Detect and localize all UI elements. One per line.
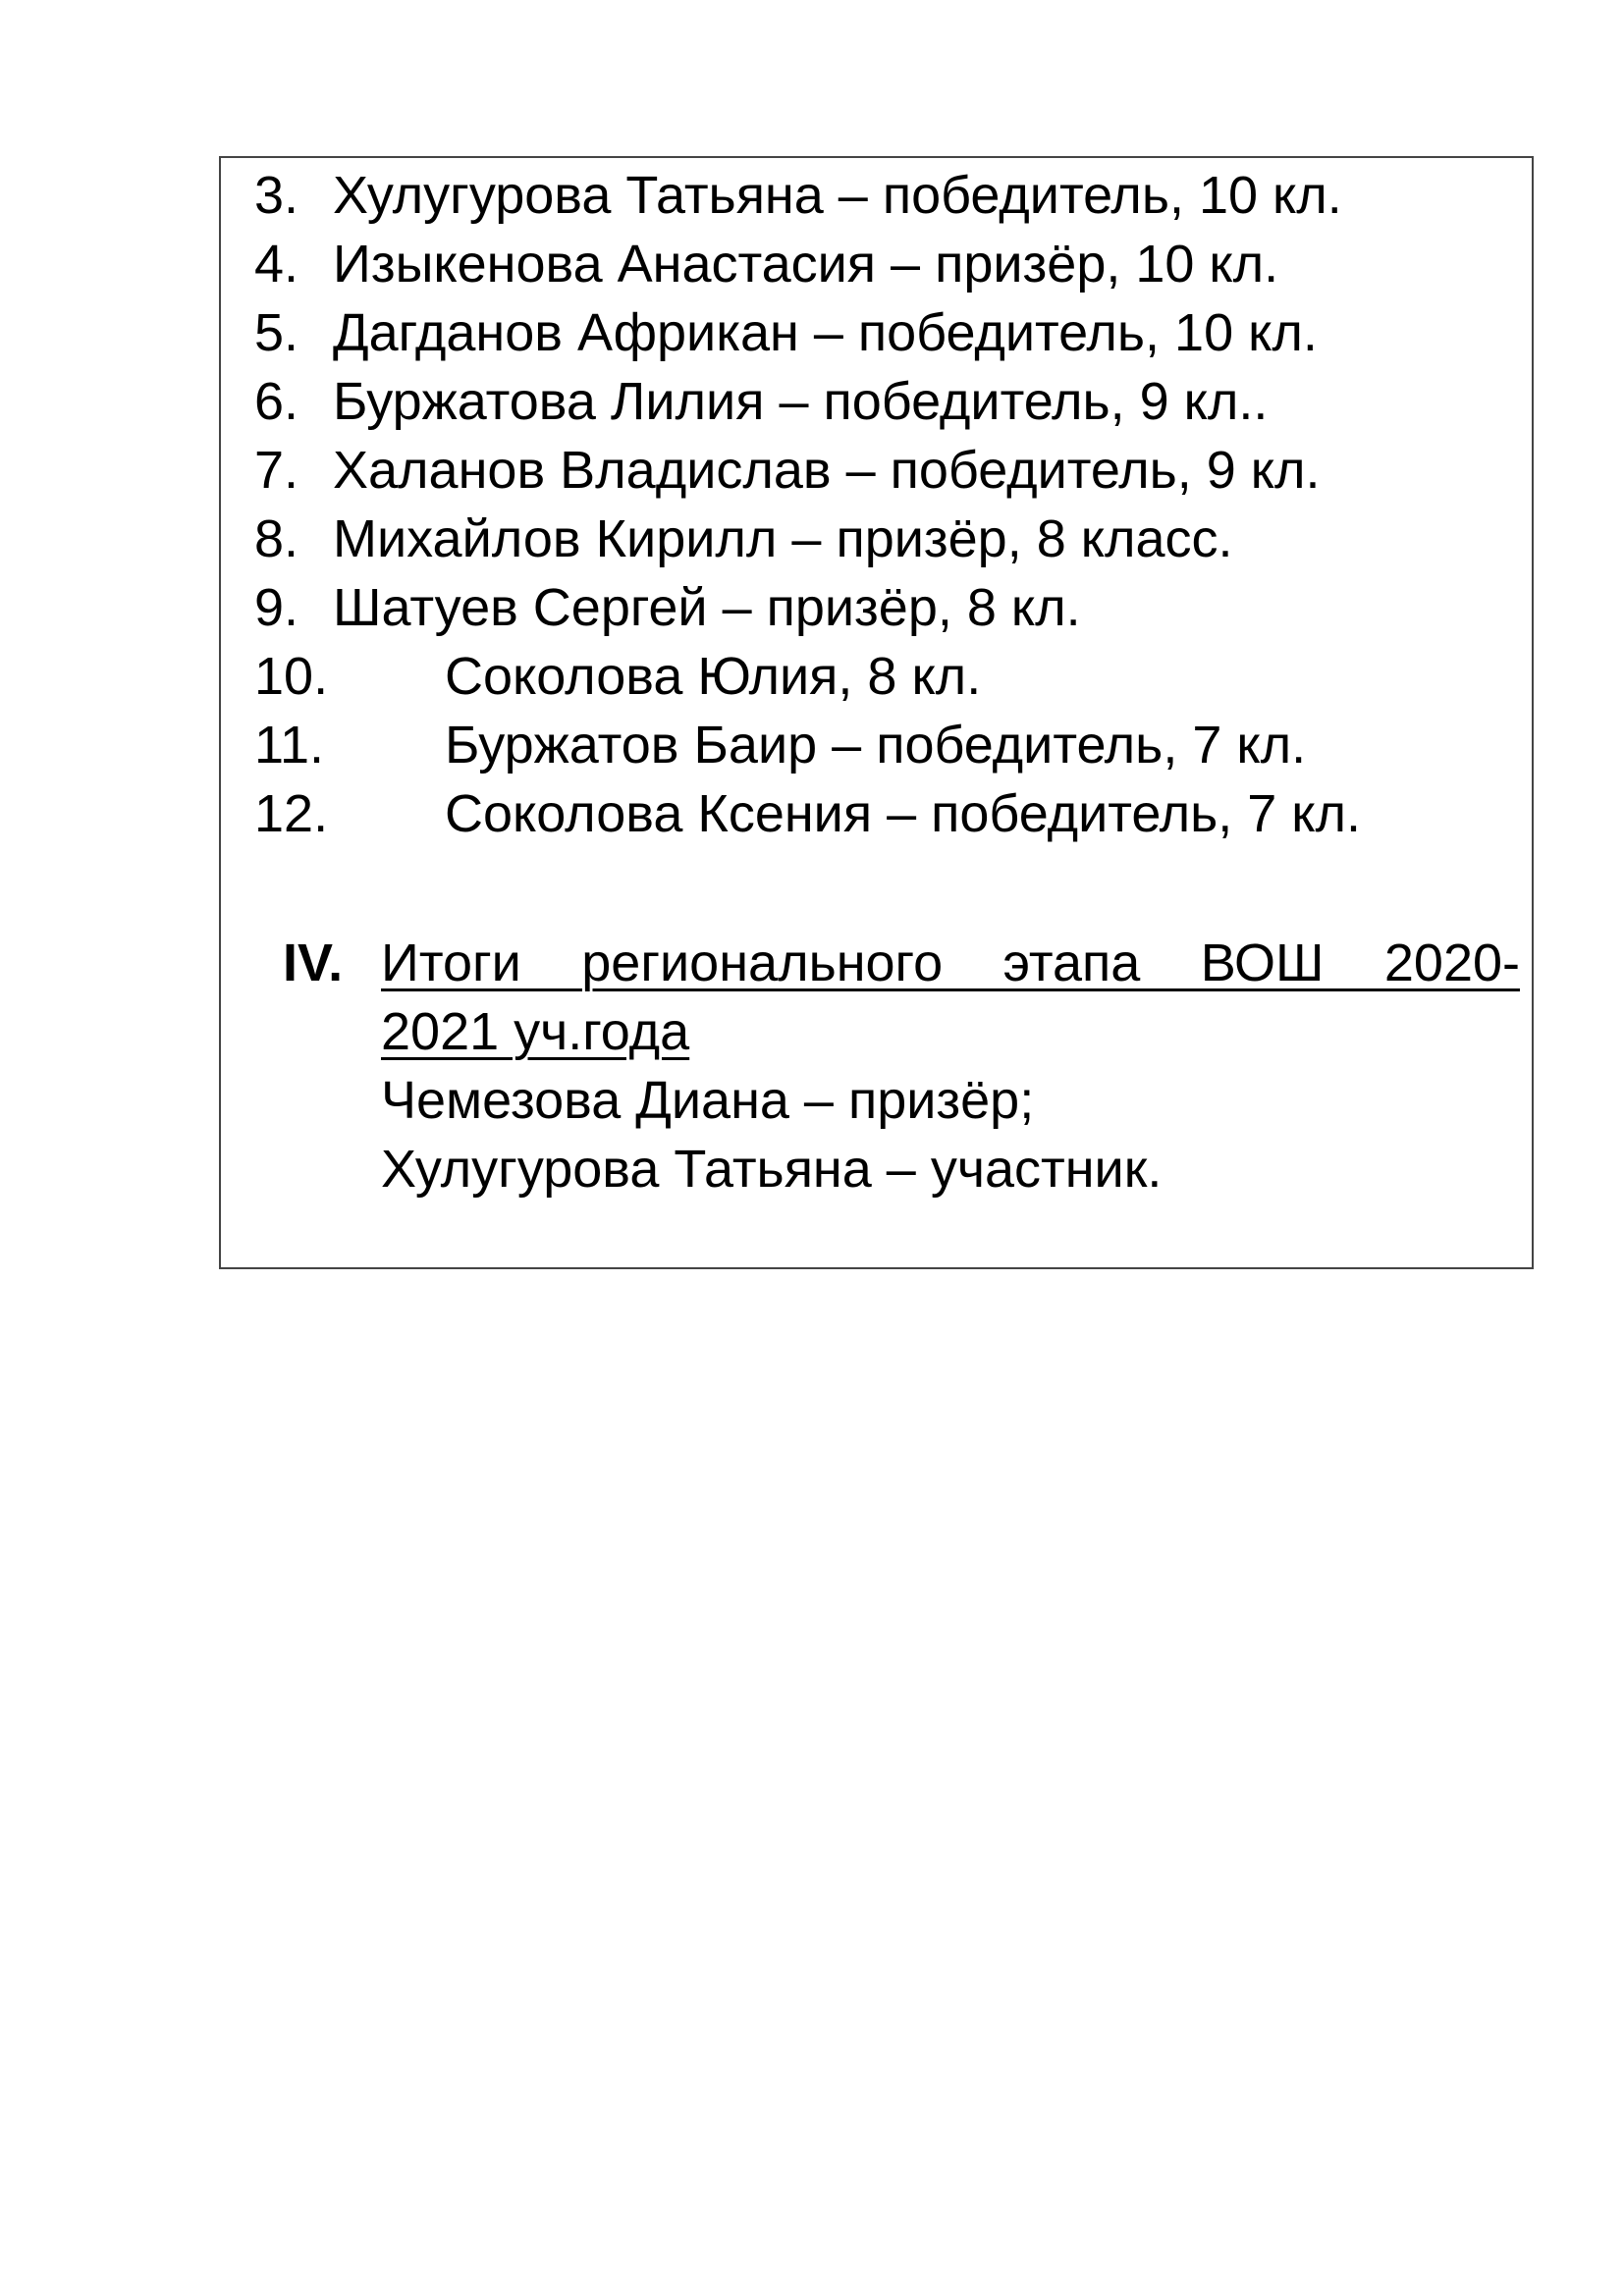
list-item-number: 5. [254,303,299,362]
list-item-number: 7. [254,441,299,500]
section-entry: Хулугурова Татьяна – участник. [381,1140,1163,1199]
list-item-text: Буржатов Баир – победитель, 7 кл. [445,716,1307,774]
list-item-number: 4. [254,235,299,294]
list-item-number: 3. [254,166,299,225]
list-item-text: Халанов Владислав – победитель, 9 кл. [333,441,1321,500]
section-number: IV. [283,934,344,992]
list-item-text: Дагданов Африкан – победитель, 10 кл. [333,303,1318,362]
list-item-number: 8. [254,509,299,568]
list-item-text: Соколова Юлия, 8 кл. [445,647,982,706]
list-item-number: 12. [254,784,329,843]
list-item-number: 9. [254,578,299,637]
section-title-line-1: Итоги регионального этапа ВОШ 2020- [381,934,1520,992]
list-item-text: Соколова Ксения – победитель, 7 кл. [445,784,1362,843]
list-item-text: Буржатова Лилия – победитель, 9 кл.. [333,372,1269,431]
list-item-number: 10. [254,647,329,706]
list-item-number: 11. [254,716,325,774]
list-item-text: Хулугурова Татьяна – победитель, 10 кл. [333,166,1342,225]
section-entry: Чемезова Диана – призёр; [381,1071,1035,1130]
list-item-text: Изыкенова Анастасия – призёр, 10 кл. [333,235,1279,294]
list-item-text: Шатуев Сергей – призёр, 8 кл. [333,578,1081,637]
section-title-line-2: 2021 уч.года [381,1002,690,1061]
list-item-text: Михайлов Кирилл – призёр, 8 класс. [333,509,1233,568]
list-item-number: 6. [254,372,299,431]
